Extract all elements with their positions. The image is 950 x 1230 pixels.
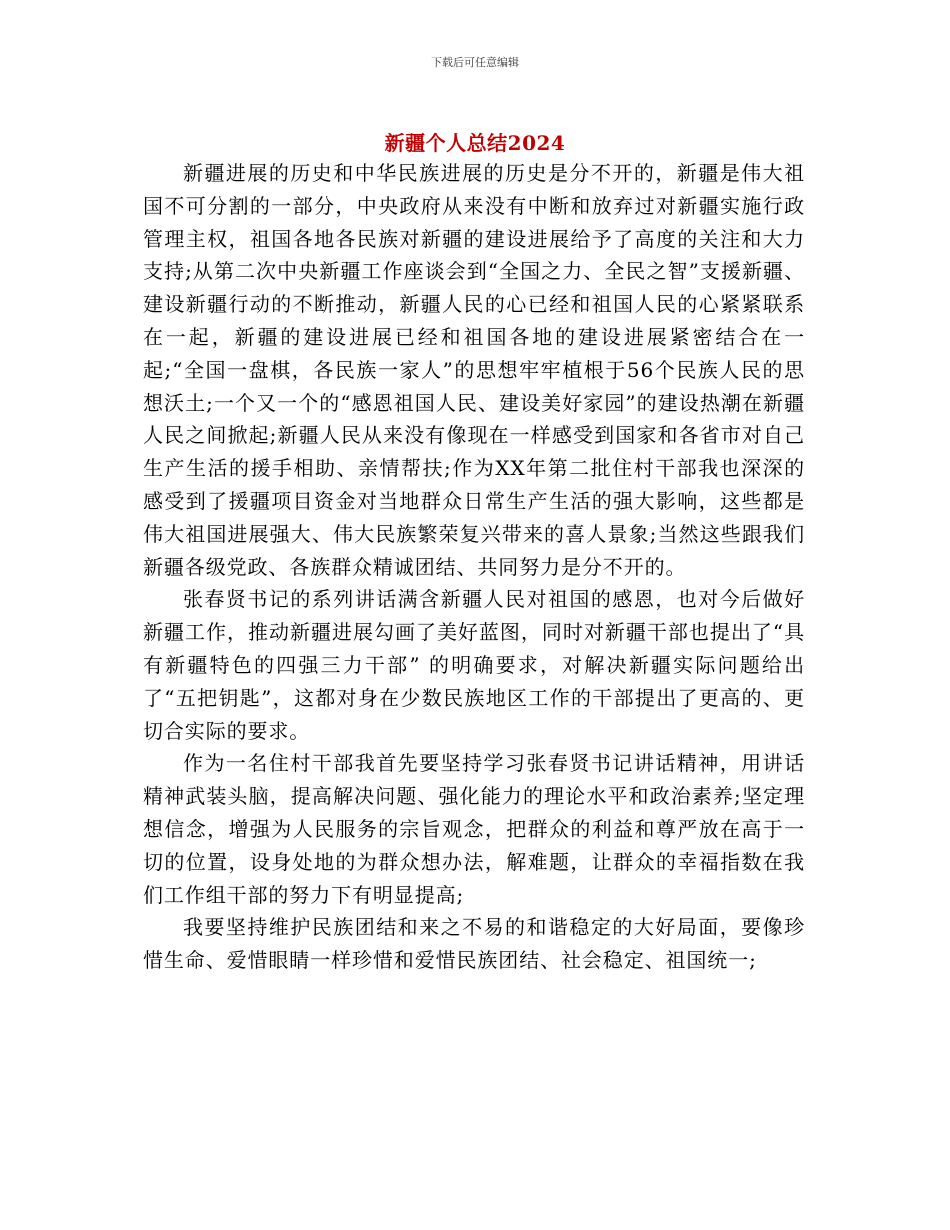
paragraph-1: 新疆进展的历史和中华民族进展的历史是分不开的，新疆是伟大祖国不可分割的一部分，中央政府从来没有中断和放弃过对新疆实施行政管理主权，祖国各地各民族对新疆的建设进展给予了高度的关注和大力支持;从第二次中央新疆工作座谈会到“全国之力、全民之智”支援新疆、建设新疆行动的不断推动，新疆人民的心已经和祖国人民的心紧紧联系在一起，新疆的建设进展已经和祖国各地的建设进展紧密结合在一起;“全国一盘棋，各民族一家人”的思想牢牢植根于56个民族人民的思想沃土;一个又一个的“感恩祖国人民、建设美好家园”的建设热潮在新疆人民之间掀起;新疆人民从来没有像现在一样感受到国家和各省市对自己生产生活的援手相助、亲情帮扶;作为XX年第二批住村干部我也深深的感受到了援疆项目资金对当地群众日常生产生活的强大影响，这些都是伟大祖国进展强大、伟大民族繁荣复兴带来的喜人景象;当然这些跟我们新疆各级党政、各族群众精诚团结、共同努力是分不开的。 (143, 161, 805, 579)
paragraph-4: 我要坚持维护民族团结和来之不易的和谐稳定的大好局面，要像珍惜生命、爱惜眼睛一样珍惜和爱惜民族团结、社会稳定、祖国统一; (143, 915, 805, 973)
paragraph-2: 张春贤书记的系列讲话满含新疆人民对祖国的感恩，也对今后做好新疆工作，推动新疆进展勾画了美好蓝图，同时对新疆干部也提出了“具有新疆特色的四强三力干部” 的明确要求，对解决新疆实际问题给出了“五把钥匙”，这都对身在少数民族地区工作的干部提出了更高的、更切合实际的要求。 (143, 587, 805, 743)
document-body (143, 157, 805, 977)
document-title: 新疆个人总结2024 (384, 131, 566, 156)
page-header-note: 下载后可任意编辑 (431, 56, 519, 69)
paragraph-3: 作为一名住村干部我首先要坚持学习张春贤书记讲话精神，用讲话精神武装头脑，提高解决问题、强化能力的理论水平和政治素养;坚定理想信念，增强为人民服务的宗旨观念，把群众的利益和尊严放在高于一切的位置，设身处地的为群众想办法，解难题，让群众的幸福指数在我们工作组干部的努力下有明显提高; (143, 751, 805, 907)
